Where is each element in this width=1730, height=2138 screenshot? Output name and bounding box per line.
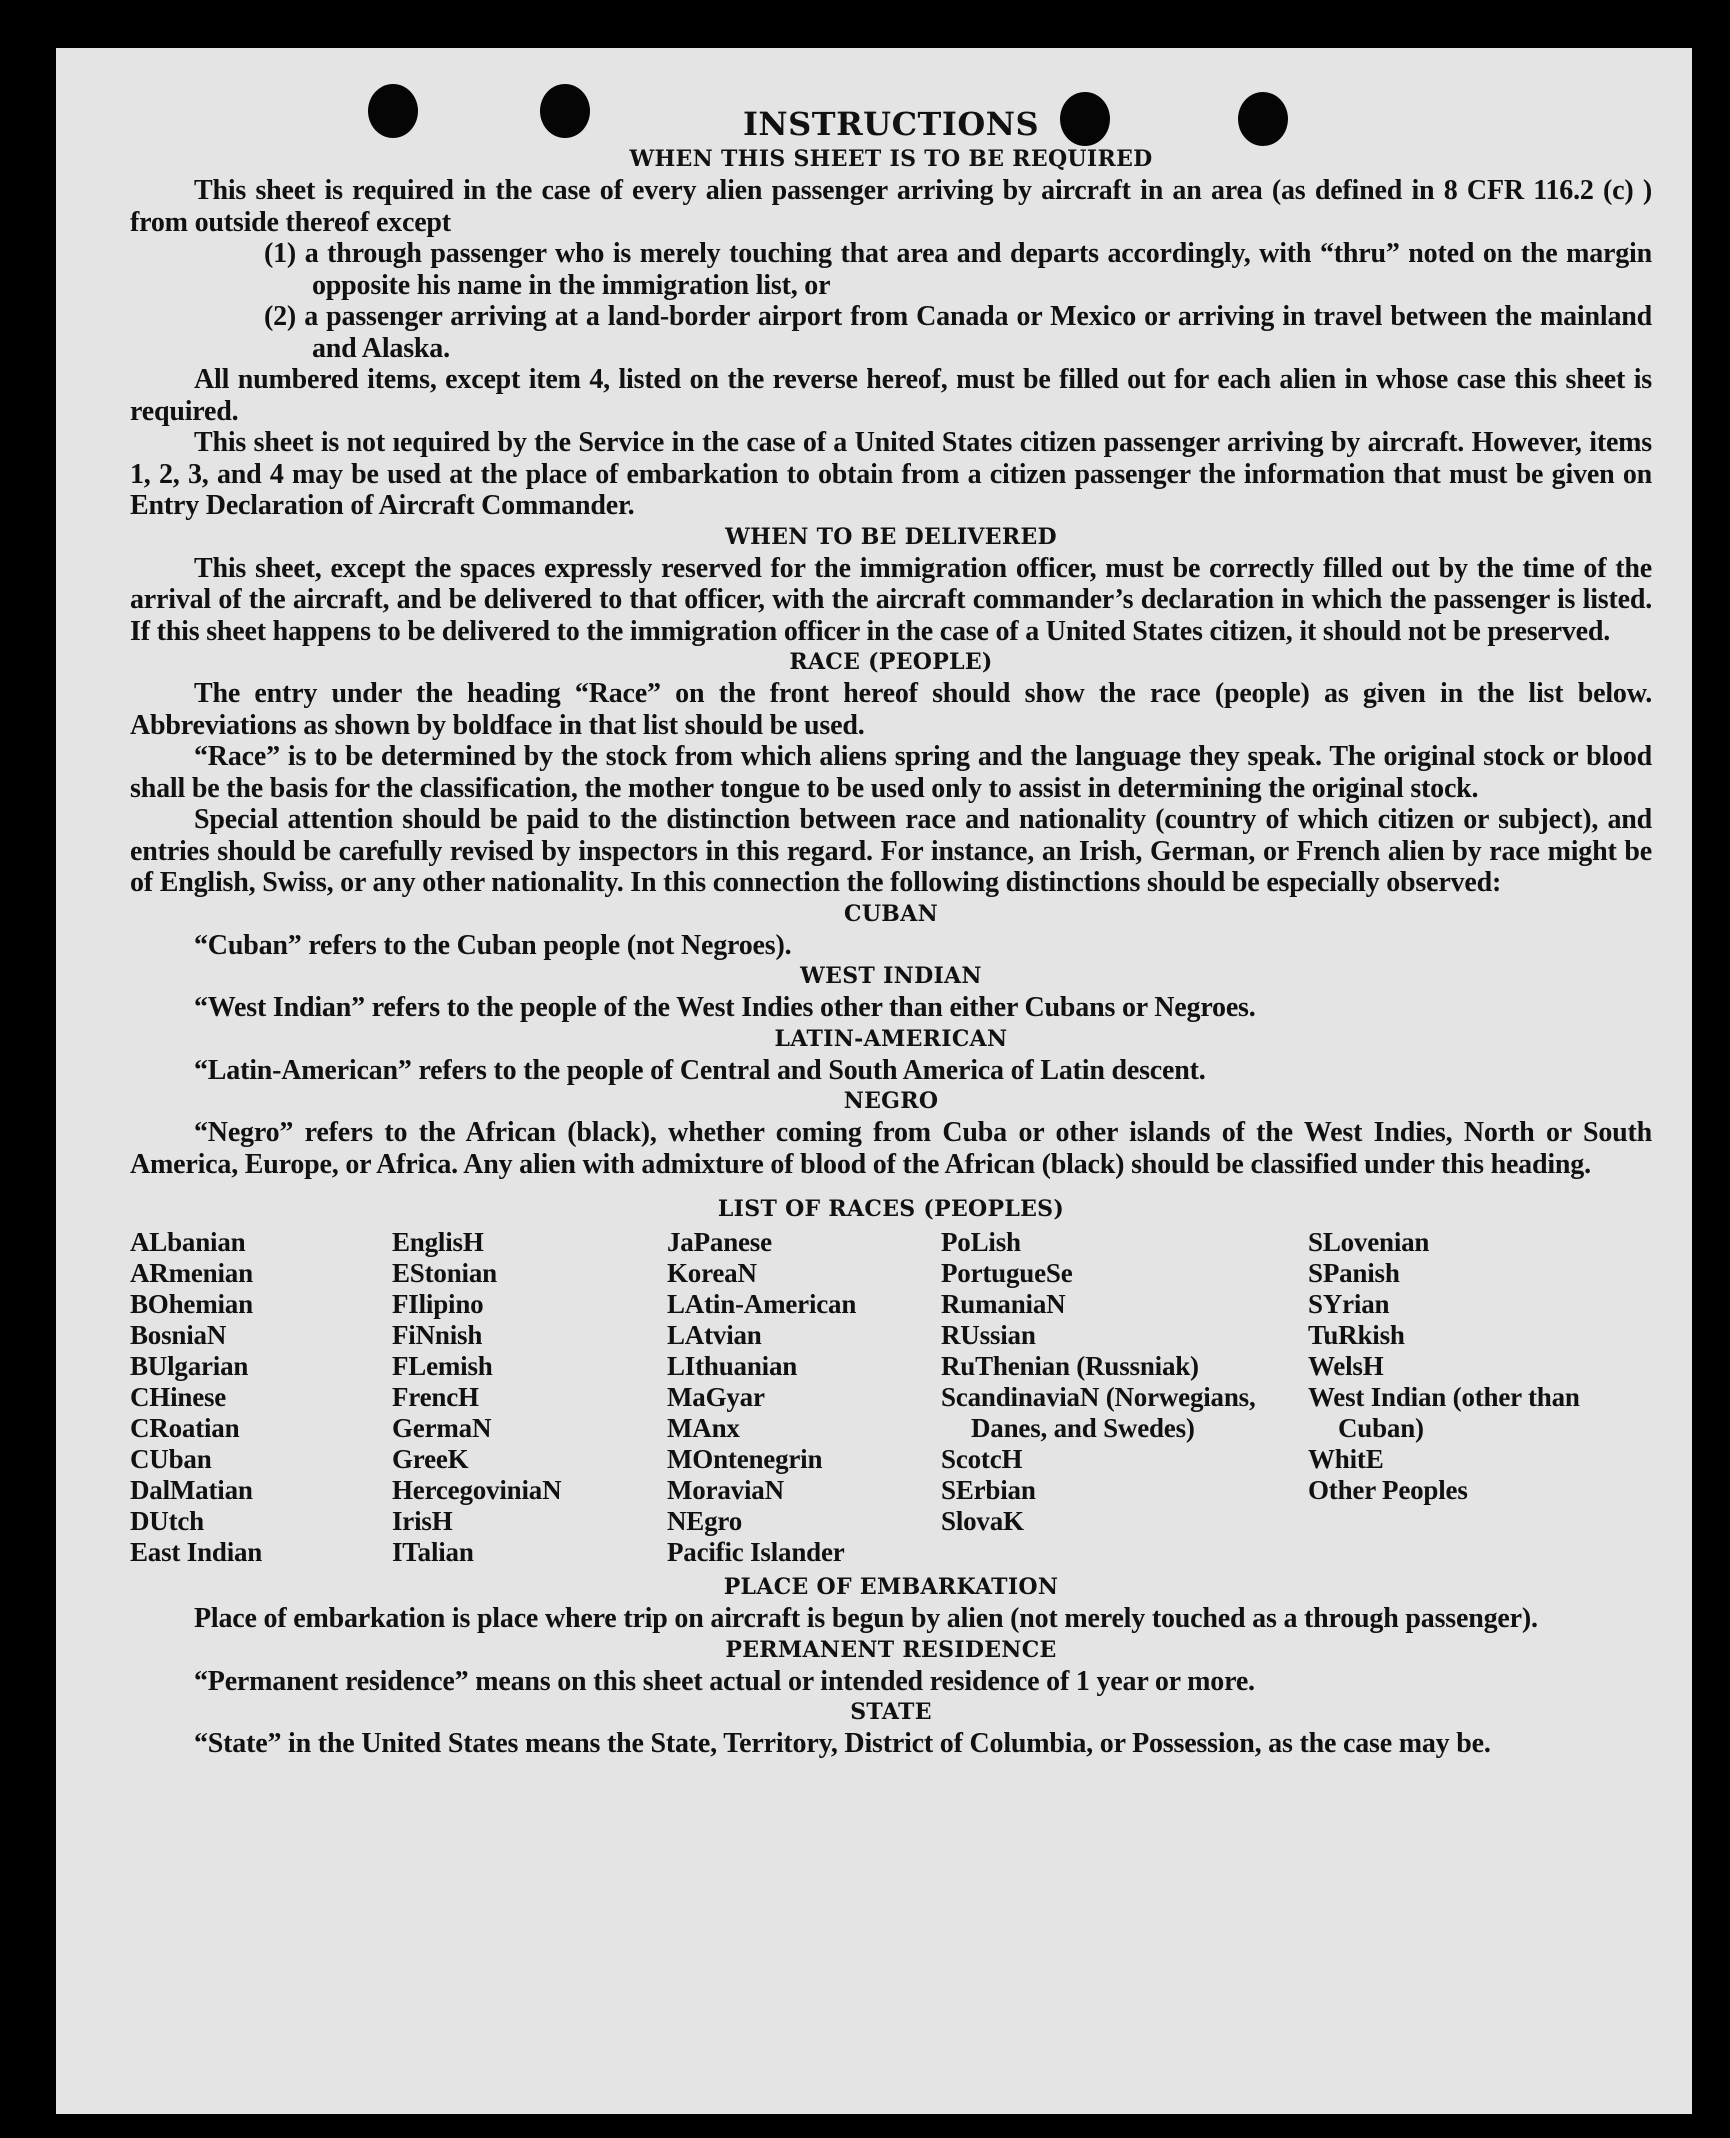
paragraph: “Latin-American” refers to the people of Central and South America of Latin descent. [194, 1054, 1206, 1086]
race-entry: GreeK [392, 1444, 469, 1474]
race-entry: SPanish [1308, 1258, 1400, 1288]
document-page [56, 48, 1692, 2114]
paragraph: “Cuban” refers to the Cuban people (not Negroes). [194, 929, 792, 961]
race-entry: RUssian [941, 1320, 1036, 1350]
race-entry: DalMatian [130, 1475, 253, 1505]
race-entry: East Indian [130, 1537, 263, 1567]
race-entry: SlovaK [941, 1506, 1024, 1536]
race-entry: KoreaN [667, 1258, 757, 1288]
race-entry: LAtvian [667, 1320, 762, 1350]
race-column [941, 1227, 1308, 1568]
race-entry: JaPanese [667, 1227, 772, 1257]
section-heading: NEGRO [843, 1088, 939, 1114]
race-entry: PoLish [941, 1227, 1021, 1257]
race-entry: WelsH [1308, 1351, 1384, 1381]
race-entry: BOhemian [130, 1289, 253, 1319]
race-entry: FIlipino [392, 1289, 484, 1319]
race-entry: FLemish [392, 1351, 493, 1381]
section-heading: RACE (PEOPLE) [789, 649, 993, 675]
paragraph: Special attention should be paid to the distinction between race and nationality (country of which citizen or subject), and entries should be carefully revised by inspectors in this regard. For instance, an Irish, German, or French alien by race might be of English, Swiss, or any other nationality. In this connection the following distinctions should be especially observed: [130, 804, 1652, 898]
instructions-content [130, 104, 1652, 1760]
race-entry: HercegoviniaN [392, 1475, 562, 1505]
race-column [392, 1227, 667, 1568]
paragraph: “Permanent residence” means on this sheet actual or intended residence of 1 year or more. [194, 1665, 1255, 1697]
race-entry: SYrian [1308, 1289, 1390, 1319]
section-heading: STATE [850, 1699, 932, 1725]
race-entry: MoraviaN [667, 1475, 784, 1505]
race-entry: GermaN [392, 1413, 492, 1443]
race-column [1308, 1227, 1608, 1568]
race-entry: Other Peoples [1308, 1475, 1468, 1505]
race-entry: LAtin-American [667, 1289, 857, 1319]
race-entry: EnglisH [392, 1227, 484, 1257]
race-entry: CRoatian [130, 1413, 240, 1443]
race-entry: IrisH [392, 1506, 453, 1536]
race-entry: RumaniaN [941, 1289, 1066, 1319]
section-heading: CUBAN [844, 900, 938, 927]
race-entry: CUban [130, 1444, 212, 1474]
race-entry: LIthuanian [667, 1351, 798, 1381]
paragraph: All numbered items, except item 4, listed on the reverse hereof, must be filled out for each alien in whose case this sheet is required. [130, 364, 1652, 427]
section-heading: LATIN-AMERICAN [774, 1025, 1008, 1052]
race-entry: NEgro [667, 1506, 743, 1536]
section-heading: PLACE OF EMBARKATION [723, 1574, 1059, 1600]
race-entry: BUlgarian [130, 1351, 249, 1381]
list-item: (2) a passenger arriving at a land-border airport from Canada or Mexico or arriving in travel between the mainland and Alaska. [264, 301, 1652, 364]
race-entry: MAnx [667, 1413, 740, 1443]
paragraph: Place of embarkation is place where trip on aircraft is begun by alien (not merely touched as a through passenger). [194, 1603, 1538, 1634]
section-heading: PERMANENT RESIDENCE [725, 1636, 1057, 1663]
paragraph: “West Indian” refers to the people of the West Indies other than either Cubans or Negroes. [194, 992, 1256, 1023]
race-entry: FrencH [392, 1382, 479, 1412]
race-entry: CHinese [130, 1382, 227, 1412]
race-column [667, 1227, 941, 1568]
paragraph: “Negro” refers to the African (black), whether coming from Cuba or other islands of the West Indies, North or South America, Europe, or Africa. Any alien with admixture of blood of the African (black) should be classified under this heading. [130, 1117, 1652, 1180]
race-entry: ScotcH [941, 1444, 1023, 1474]
race-entry: SLovenian [1308, 1227, 1430, 1257]
race-entry: DUtch [130, 1506, 204, 1536]
section-heading: WHEN THIS SHEET IS TO BE REQUIRED [629, 146, 1153, 172]
section-heading: WEST INDIAN [800, 963, 982, 989]
paragraph: “Race” is to be determined by the stock from which aliens spring and the language they speak. The original stock or blood shall be the basis for the classification, the mother tongue to be used only to assist in determining the original stock. [130, 741, 1652, 804]
paragraph: This sheet, except the spaces expressly reserved for the immigration officer, must be correctly filled out by the time of the arrival of the aircraft, and be delivered to that officer, with the aircraft commander’s declaration in which the passenger is listed. If this sheet happens to be delivered to the immigration officer in the case of a United States citizen, it should not be preserved. [130, 552, 1652, 647]
race-entry: ITalian [392, 1537, 474, 1567]
race-entry: PortugueSe [941, 1258, 1073, 1288]
race-entry: FiNnish [392, 1320, 483, 1350]
race-column [130, 1227, 392, 1568]
paragraph: This sheet is not ıequired by the Service in the case of a United States citizen passenger arriving by aircraft. However, items 1, 2, 3, and 4 may be used at the place of embarkation to obtain from a citizen passenger the information that must be given on Entry Declaration of Aircraft Commander. [130, 427, 1652, 521]
race-entry: MaGyar [667, 1382, 765, 1412]
list-item: (1) a through passenger who is merely touching that area and departs accordingly, with “thru” noted on the margin opposite his name in the immigration list, or [264, 238, 1652, 301]
race-entry: SErbian [941, 1475, 1036, 1505]
race-entry: ALbanian [130, 1227, 246, 1257]
page-title: INSTRUCTIONS [742, 105, 1040, 143]
race-entry: BosniaN [130, 1320, 227, 1350]
race-entry: ARmenian [130, 1258, 253, 1288]
race-entry: WhitE [1308, 1444, 1384, 1474]
race-entry: TuRkish [1308, 1320, 1405, 1350]
race-entry: MOntenegrin [667, 1444, 823, 1474]
race-entry: RuThenian (Russniak) [941, 1351, 1199, 1381]
section-heading: WHEN TO BE DELIVERED [725, 523, 1057, 550]
race-entry: West Indian (other than Cuban) [1308, 1382, 1580, 1443]
paragraph: “State” in the United States means the State, Territory, District of Columbia, or Possession, as the case may be. [194, 1728, 1491, 1759]
paragraph: The entry under the heading “Race” on the front hereof should show the race (people) as given in the list below. Abbreviations as shown by boldface in that list should be used. [130, 678, 1652, 741]
race-entry: Pacific Islander [667, 1537, 845, 1567]
race-entry: EStonian [392, 1258, 497, 1288]
races-heading: LIST OF RACES (PEOPLES) [717, 1196, 1065, 1222]
race-entry: ScandinaviaN (Norwegians, Danes, and Swedes) [941, 1382, 1256, 1443]
paragraph: This sheet is required in the case of every alien passenger arriving by aircraft in an area (as defined in 8 CFR 116.2 (c) ) from outside thereof except [130, 175, 1652, 238]
race-list [130, 1227, 1652, 1568]
